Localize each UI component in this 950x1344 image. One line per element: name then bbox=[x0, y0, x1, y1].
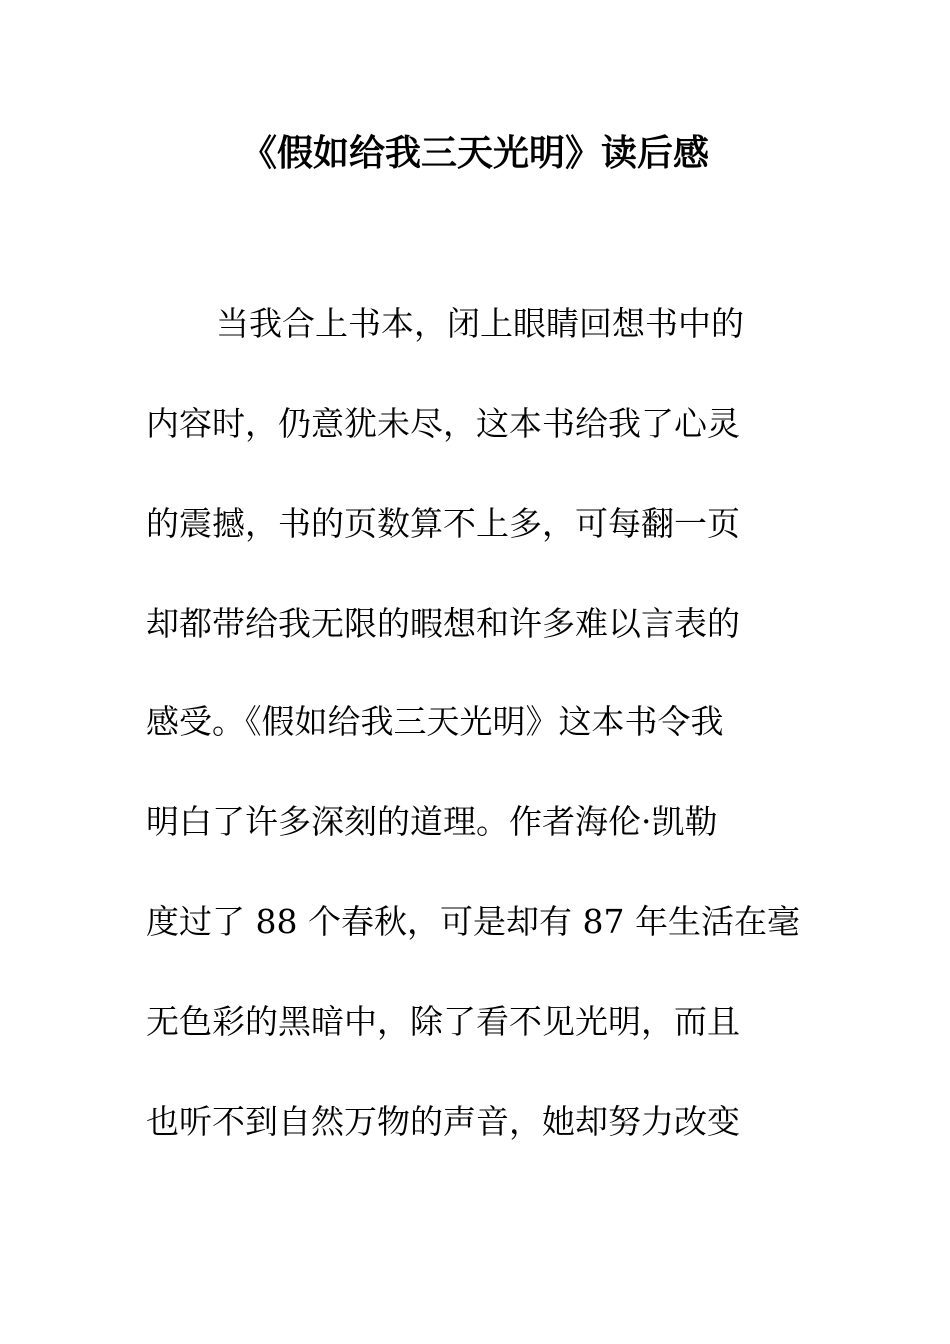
document-title: 《假如给我三天光明》读后感 bbox=[240, 133, 709, 174]
paragraph-line: 无色彩的黑暗中，除了看不见光明，而且 bbox=[146, 1002, 740, 1041]
paragraph-line: 也听不到自然万物的声音，她却努力改变 bbox=[146, 1102, 740, 1141]
paragraph-line: 的震撼，书的页数算不上多，可每翻一页 bbox=[146, 504, 740, 543]
paragraph-line: 内容时，仍意犹未尽，这本书给我了心灵 bbox=[146, 404, 740, 443]
paragraph-line: 当我合上书本，闭上眼睛回想书中的 bbox=[216, 304, 744, 343]
paragraph-line: 明白了许多深刻的道理。作者海伦·凯勒 bbox=[146, 802, 718, 841]
paragraph-line: 感受。《假如给我三天光明》这本书令我 bbox=[146, 702, 724, 741]
paragraph-line: 度过了 88 个春秋，可是却有 87 年生活在毫 bbox=[146, 902, 800, 941]
paragraph-line: 却都带给我无限的暇想和许多难以言表的 bbox=[146, 604, 740, 643]
